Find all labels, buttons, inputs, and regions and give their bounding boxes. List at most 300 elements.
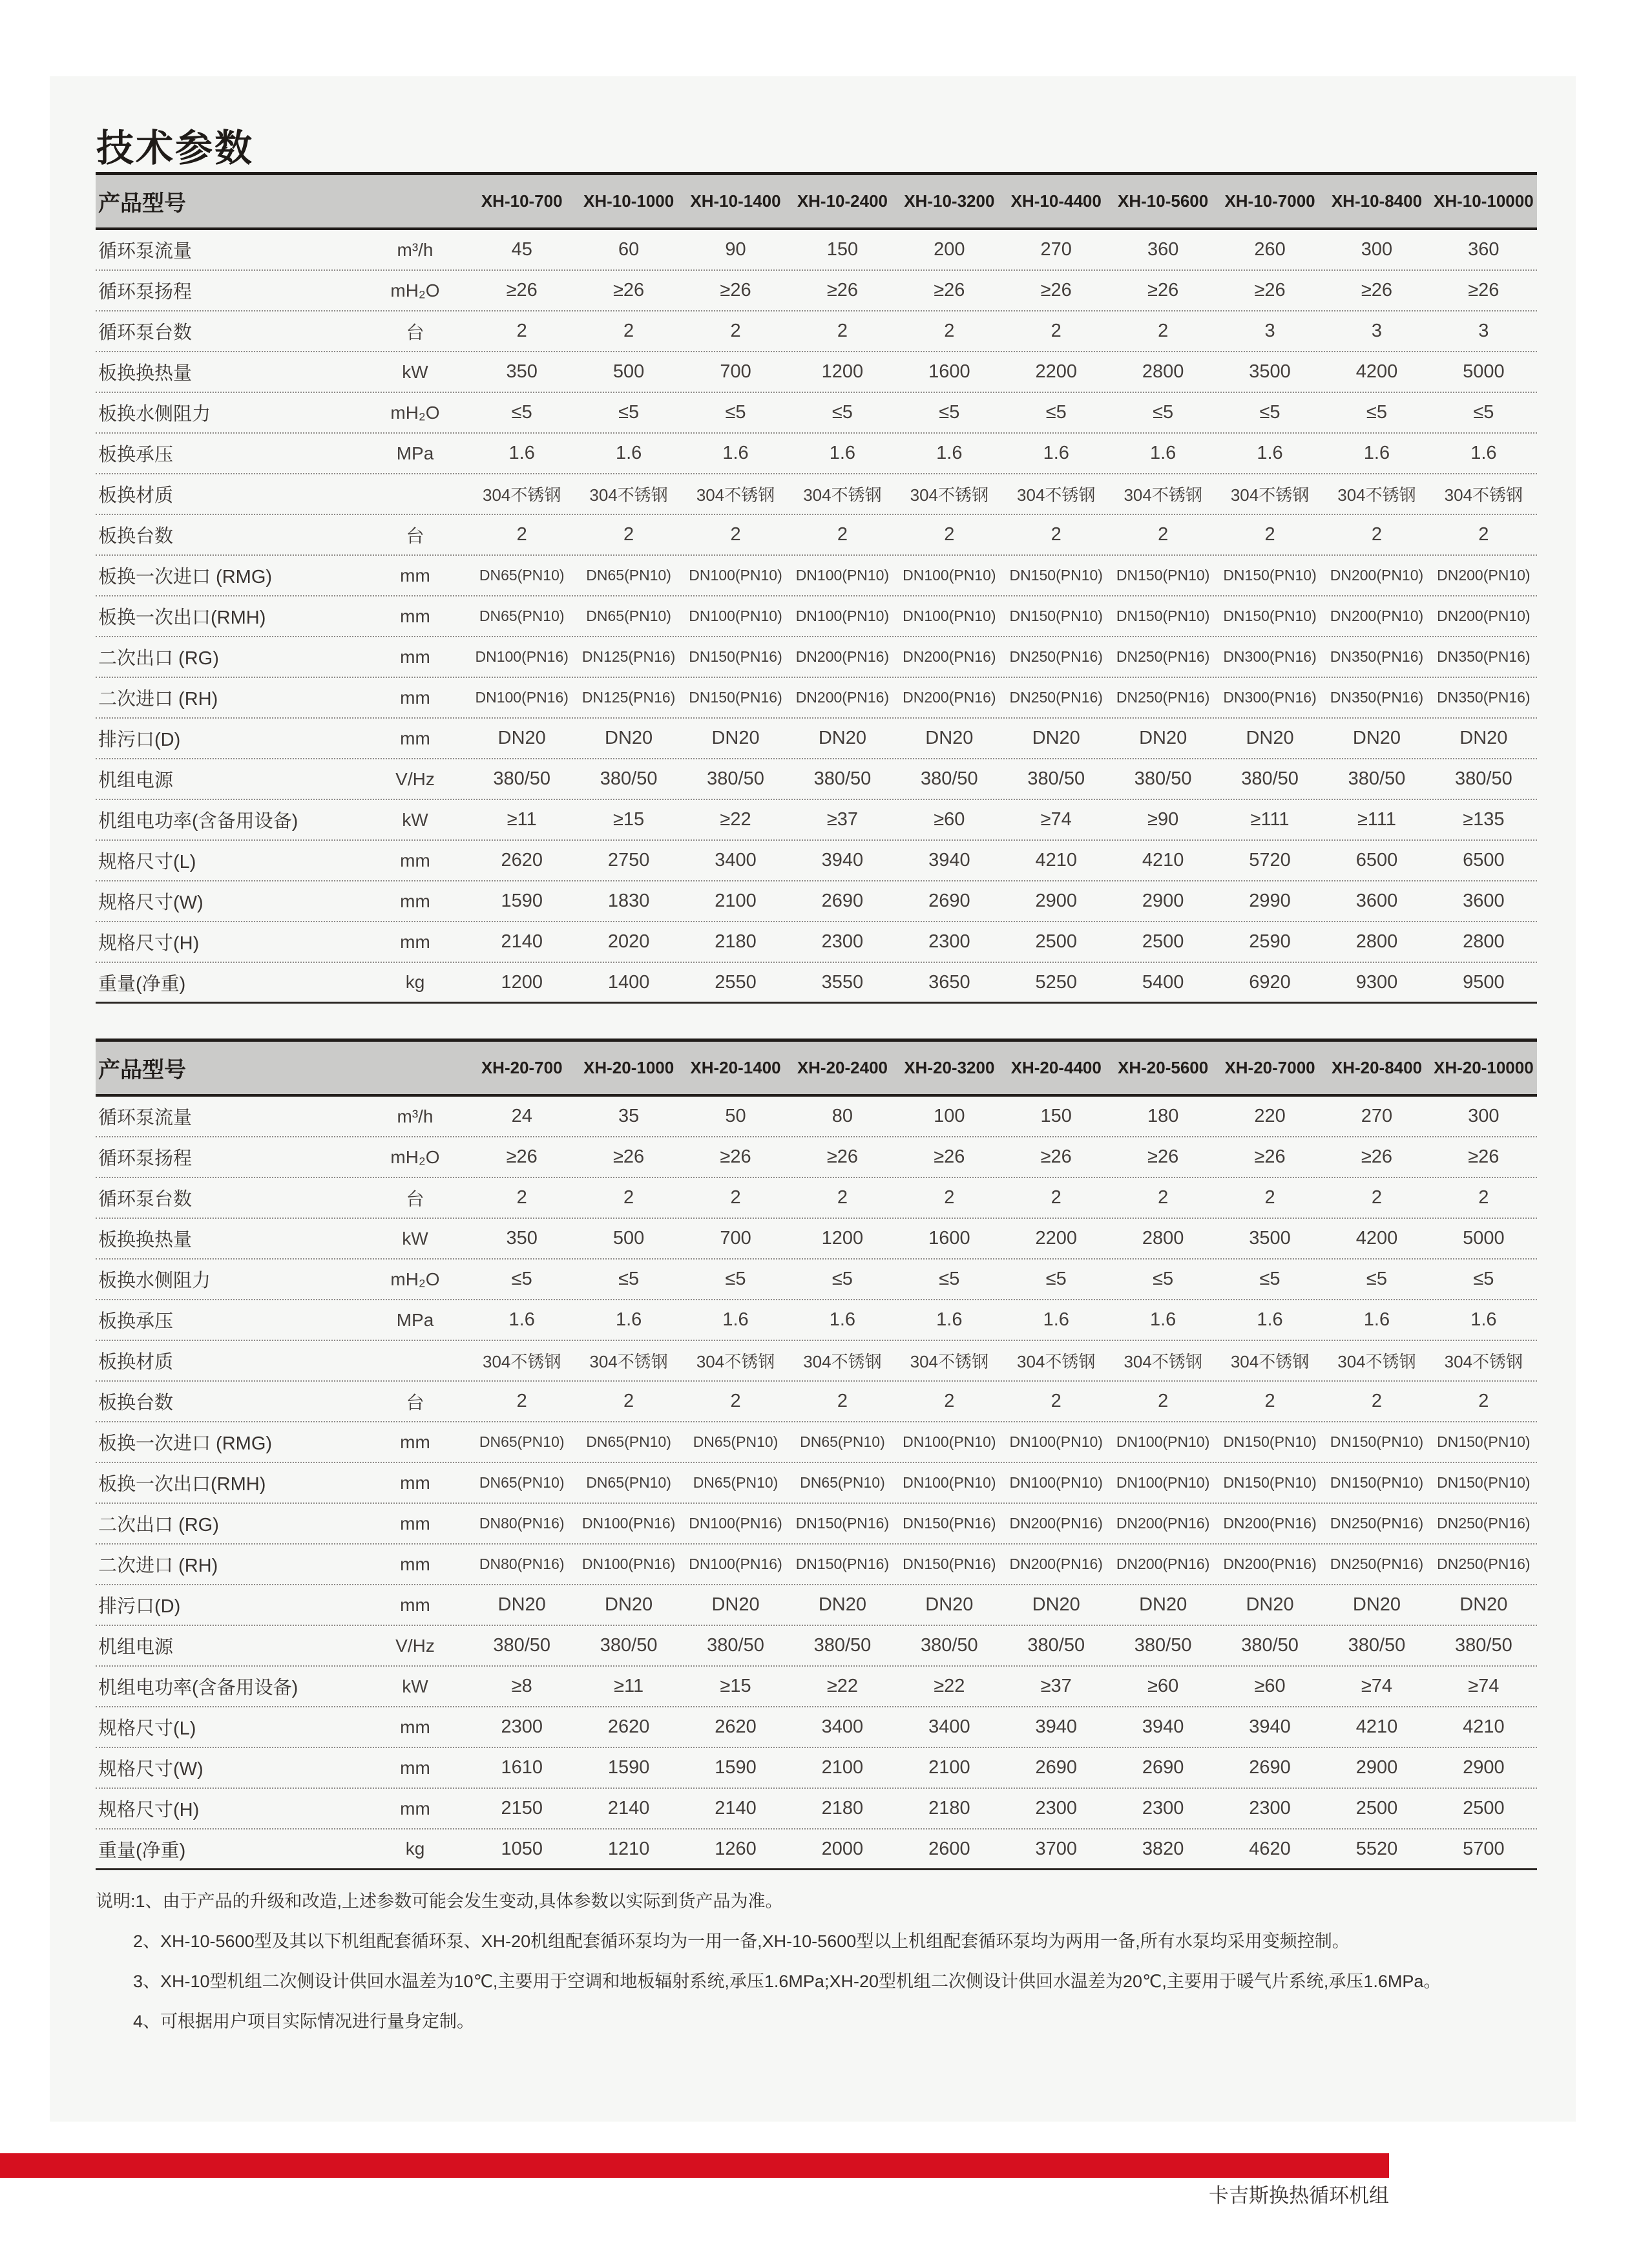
table1-body [96, 230, 1537, 1004]
row-unit: kW [402, 809, 428, 830]
row-unit: m³/h [397, 1106, 434, 1126]
cell-value: 2500 [1355, 1798, 1398, 1819]
column-header-model: XH-10-2400 [797, 191, 888, 211]
column-header-model: XH-10-3200 [904, 191, 995, 211]
cell-value: 2 [1051, 1187, 1061, 1208]
cell-value: 2500 [1142, 931, 1184, 952]
cell-value: ≥26 [506, 1146, 538, 1167]
row-label: 二次进口 (RH) [98, 1555, 218, 1576]
cell-value: ≥74 [1361, 1676, 1393, 1696]
row-unit: mH₂O [390, 402, 440, 423]
row-label: 规格尺寸(W) [98, 892, 204, 913]
cell-value: DN125(PN16) [581, 689, 676, 706]
row-label: 规格尺寸(L) [98, 1718, 196, 1739]
cell-value: 304不锈钢 [483, 1352, 561, 1371]
cell-value: 2690 [928, 891, 970, 911]
cell-value: ≤5 [1045, 402, 1067, 423]
cell-value: DN100(PN10) [1009, 1433, 1103, 1450]
cell-value: 1.6 [1257, 1309, 1283, 1330]
cell-value: ≥26 [613, 1146, 645, 1167]
cell-value: 1.6 [1043, 443, 1069, 463]
table-row [96, 1626, 1537, 1667]
cell-value: ≥22 [720, 809, 751, 830]
cell-value: 3400 [715, 850, 757, 870]
row-label: 二次出口 (RG) [98, 1515, 219, 1535]
table-row [96, 515, 1537, 556]
cell-value: 1.6 [1363, 443, 1390, 463]
table-row [96, 1137, 1537, 1178]
cell-value: ≤5 [1153, 402, 1174, 423]
table-row [96, 1463, 1537, 1504]
row-unit: mm [400, 1431, 430, 1452]
cell-value: 2900 [1142, 891, 1184, 911]
cell-value: DN125(PN16) [581, 648, 676, 665]
cell-value: DN65(PN10) [479, 1433, 565, 1450]
cell-value: ≥11 [614, 1676, 644, 1696]
cell-value: ≥26 [720, 1146, 751, 1167]
row-label: 二次出口 (RG) [98, 648, 219, 669]
cell-value: 2200 [1035, 1228, 1077, 1249]
row-label: 板换承压 [98, 445, 174, 465]
cell-value: 1610 [501, 1757, 543, 1778]
table-row [96, 1748, 1537, 1789]
cell-value: 2100 [821, 1757, 864, 1778]
cell-value: 3550 [821, 971, 864, 993]
row-label: 规格尺寸(L) [98, 852, 196, 872]
cell-value: DN150(PN16) [689, 689, 782, 706]
cell-value: ≥37 [826, 809, 859, 830]
cell-value: ≤5 [1259, 1269, 1281, 1289]
cell-value: DN20 [605, 728, 653, 748]
cell-value: ≥60 [1254, 1676, 1286, 1696]
cell-value: 1.6 [615, 443, 642, 463]
row-label: 排污口(D) [98, 1596, 181, 1617]
cell-value: ≤5 [939, 1269, 960, 1289]
cell-value: 2 [623, 1187, 634, 1208]
cell-value: 2 [730, 1187, 741, 1208]
cell-value: 5520 [1355, 1838, 1398, 1859]
cell-value: 1600 [928, 361, 970, 382]
cell-value: ≥74 [1468, 1676, 1500, 1696]
cell-value: 6500 [1355, 850, 1398, 870]
row-unit: 台 [406, 1392, 424, 1413]
row-unit: mm [400, 1757, 430, 1778]
table-row [96, 719, 1537, 759]
cell-value: DN250(PN16) [1330, 1515, 1424, 1532]
row-label: 板换一次出口(RMH) [98, 607, 266, 628]
cell-value: 1.6 [1470, 443, 1497, 463]
cell-value: ≤5 [1366, 1269, 1387, 1289]
row-unit: mm [400, 931, 430, 952]
content-panel [50, 76, 1576, 2122]
row-label: 循环泵流量 [98, 1108, 193, 1128]
cell-value: DN200(PN16) [1009, 1555, 1103, 1572]
footer-brand-text: 卡吉斯换热循环机组 [1209, 2184, 1389, 2207]
row-unit: kg [405, 972, 425, 992]
cell-value: 380/50 [813, 1635, 872, 1656]
spec-table-xh20 [96, 1039, 1537, 1870]
cell-value: 2900 [1035, 891, 1077, 911]
cell-value: 220 [1254, 1106, 1286, 1126]
row-label: 循环泵台数 [98, 322, 193, 343]
cell-value: 304不锈钢 [1444, 1352, 1523, 1371]
cell-value: 2 [944, 321, 955, 341]
cell-value: 35 [618, 1106, 640, 1126]
cell-value: ≥74 [1040, 809, 1072, 830]
cell-value: 2300 [821, 931, 864, 952]
table-row [96, 881, 1537, 922]
cell-value: DN20 [1032, 1594, 1080, 1615]
cell-value: DN20 [1246, 1594, 1294, 1615]
cell-value: 2 [837, 1187, 848, 1208]
row-unit: mH₂O [390, 280, 440, 301]
cell-value: 3 [1478, 321, 1489, 341]
cell-value: 304不锈钢 [1230, 1352, 1310, 1371]
row-label: 循环泵扬程 [98, 1148, 193, 1169]
table-row [96, 1219, 1537, 1260]
cell-value: 2 [516, 1187, 527, 1208]
cell-value: DN350(PN16) [1437, 689, 1531, 706]
table-row [96, 1667, 1537, 1707]
cell-value: 2 [1371, 1187, 1383, 1208]
cell-value: 4210 [1355, 1716, 1398, 1737]
cell-value: DN200(PN16) [1116, 1515, 1210, 1532]
cell-value: DN20 [818, 728, 866, 748]
table-row [96, 271, 1537, 311]
cell-value: DN150(PN10) [1330, 1433, 1424, 1450]
cell-value: DN350(PN16) [1437, 648, 1531, 665]
cell-value: 2140 [715, 1798, 757, 1819]
cell-value: DN250(PN16) [1437, 1515, 1531, 1532]
row-label: 机组电源 [98, 770, 174, 791]
cell-value: 4210 [1035, 850, 1077, 870]
cell-value: 3940 [928, 850, 970, 870]
cell-value: 1.6 [1149, 1309, 1176, 1330]
cell-value: ≥11 [507, 809, 537, 830]
table-row [96, 1504, 1537, 1545]
cell-value: ≥26 [826, 280, 859, 301]
cell-value: 80 [831, 1106, 853, 1126]
cell-value: 360 [1468, 239, 1500, 260]
cell-value: 2200 [1035, 361, 1077, 382]
row-unit: 台 [406, 525, 424, 546]
row-unit: V/Hz [395, 768, 435, 789]
table-row [96, 596, 1537, 637]
note-line [96, 1930, 1582, 1953]
cell-value: 2690 [1035, 1757, 1077, 1778]
cell-value: 380/50 [600, 1635, 658, 1656]
cell-value: DN20 [1139, 728, 1187, 748]
cell-value: 3500 [1249, 1228, 1291, 1249]
cell-value: 304不锈钢 [696, 1352, 775, 1371]
cell-value: 5400 [1142, 971, 1184, 993]
cell-value: 2 [837, 524, 848, 545]
cell-value: 2 [1051, 1391, 1061, 1411]
cell-value: 380/50 [1241, 768, 1299, 789]
cell-value: ≤5 [831, 402, 853, 423]
table-row [96, 1829, 1537, 1870]
cell-value: ≤5 [1473, 1269, 1494, 1289]
cell-value: DN100(PN10) [795, 567, 890, 584]
note-line [96, 1890, 1582, 1913]
row-unit: mm [400, 606, 430, 626]
row-unit: mH₂O [390, 1146, 440, 1167]
cell-value: ≤5 [618, 1269, 640, 1289]
table-row [96, 393, 1537, 434]
cell-value: DN65(PN10) [586, 607, 671, 624]
cell-value: ≥26 [1254, 1146, 1286, 1167]
column-header-model: XH-20-1000 [583, 1058, 674, 1077]
cell-value: 2600 [928, 1838, 970, 1859]
cell-value: 1.6 [1470, 1309, 1497, 1330]
cell-value: DN250(PN16) [1437, 1555, 1531, 1572]
cell-value: DN100(PN16) [689, 1515, 782, 1532]
cell-value: DN300(PN16) [1223, 689, 1317, 706]
cell-value: 2 [944, 524, 955, 545]
cell-value: DN20 [1246, 728, 1294, 748]
cell-value: 9300 [1355, 971, 1398, 993]
cell-value: DN200(PN10) [1330, 567, 1424, 584]
cell-value: 3400 [928, 1716, 970, 1737]
column-header-model: XH-20-8400 [1331, 1058, 1423, 1077]
cell-value: 3600 [1355, 891, 1398, 911]
cell-value: 3 [1371, 321, 1383, 341]
cell-value: 2 [837, 321, 848, 341]
cell-value: 2690 [821, 891, 864, 911]
row-label: 重量(净重) [98, 973, 186, 995]
cell-value: 270 [1040, 239, 1072, 260]
cell-value: DN65(PN10) [479, 567, 565, 584]
column-header-model: XH-10-700 [481, 191, 563, 211]
row-unit: mm [400, 1472, 430, 1493]
cell-value: 2800 [1142, 361, 1184, 382]
cell-value: DN20 [497, 1594, 546, 1615]
cell-value: 304不锈钢 [1124, 1352, 1202, 1371]
row-label: 重量(净重) [98, 1840, 186, 1861]
cell-value: 1200 [821, 1228, 864, 1249]
row-label: 板换承压 [98, 1311, 174, 1332]
cell-value: DN150(PN16) [689, 648, 782, 665]
cell-value: 2300 [501, 1716, 543, 1737]
row-label: 循环泵流量 [98, 241, 193, 262]
cell-value: 2 [1478, 1391, 1489, 1411]
cell-value: DN200(PN16) [795, 689, 890, 706]
cell-value: ≥26 [1468, 1146, 1500, 1167]
cell-value: 2020 [607, 931, 650, 952]
cell-value: DN100(PN10) [1116, 1474, 1210, 1491]
cell-value: DN200(PN16) [795, 648, 890, 665]
row-unit: kW [402, 1228, 428, 1249]
cell-value: 380/50 [920, 1635, 978, 1656]
cell-value: ≤5 [1366, 402, 1387, 423]
column-header-model: XH-20-3200 [904, 1058, 995, 1077]
cell-value: 2 [516, 1391, 527, 1411]
cell-value: 2 [623, 524, 634, 545]
cell-value: 1600 [928, 1228, 970, 1249]
row-unit: MPa [396, 443, 434, 463]
cell-value: ≥26 [1361, 280, 1393, 301]
cell-value: 380/50 [707, 1635, 764, 1656]
cell-value: 2 [623, 321, 634, 341]
table-row [96, 1545, 1537, 1585]
cell-value: 1.6 [722, 1309, 749, 1330]
cell-value: 2550 [715, 971, 757, 993]
table-row [96, 1260, 1537, 1300]
cell-value: DN80(PN16) [479, 1515, 565, 1532]
cell-value: 2 [1158, 321, 1169, 341]
table-row [96, 1097, 1537, 1137]
column-header-model: XH-20-7000 [1224, 1058, 1315, 1077]
cell-value: 2690 [1142, 1757, 1184, 1778]
cell-value: DN100(PN10) [795, 607, 890, 624]
column-header-model: XH-20-2400 [797, 1058, 888, 1077]
table-row [96, 1585, 1537, 1626]
cell-value: 380/50 [813, 768, 872, 789]
cell-value: DN250(PN16) [1330, 1555, 1424, 1572]
cell-value: 2 [1371, 524, 1383, 545]
cell-value: 2000 [821, 1838, 864, 1859]
column-header-model: XH-10-5600 [1118, 191, 1209, 211]
table-row [96, 963, 1537, 1004]
column-header-model: XH-10-10000 [1434, 191, 1534, 211]
row-unit: 台 [406, 1188, 424, 1209]
cell-value: DN150(PN10) [1223, 567, 1317, 584]
cell-value: ≥26 [1147, 280, 1179, 301]
cell-value: 2 [944, 1187, 955, 1208]
row-unit: mm [400, 850, 430, 870]
cell-value: ≥26 [934, 1146, 965, 1167]
row-label: 排污口(D) [98, 730, 181, 750]
cell-value: DN20 [1139, 1594, 1187, 1615]
cell-value: 6920 [1249, 971, 1291, 993]
cell-value: 200 [934, 239, 965, 260]
cell-value: DN20 [1352, 1594, 1401, 1615]
cell-value: DN20 [1352, 728, 1401, 748]
row-label: 板换一次出口(RMH) [98, 1474, 266, 1495]
cell-value: 50 [725, 1106, 746, 1126]
cell-value: 500 [612, 1228, 645, 1249]
cell-value: 1.6 [936, 1309, 963, 1330]
cell-value: 5700 [1463, 1838, 1505, 1859]
cell-value: 380/50 [1134, 768, 1192, 789]
cell-value: 2 [516, 524, 527, 545]
cell-value: 380/50 [1348, 768, 1406, 789]
row-label: 规格尺寸(H) [98, 933, 200, 954]
note-text: 1、由于产品的升级和改造,上述参数可能会发生变动,具体参数以实际到货产品为准。 [135, 1892, 783, 1911]
table-row [96, 230, 1537, 271]
cell-value: 2300 [1249, 1798, 1291, 1819]
cell-value: 5000 [1463, 361, 1505, 382]
cell-value: 2500 [1035, 931, 1077, 952]
row-label: 机组电功率(含备用设备) [98, 811, 298, 832]
cell-value: 2150 [501, 1798, 543, 1819]
column-header-model: XH-20-4400 [1010, 1058, 1102, 1077]
cell-value: ≥26 [506, 280, 538, 301]
cell-value: DN250(PN16) [1009, 648, 1103, 665]
cell-value: DN100(PN10) [689, 607, 782, 624]
cell-value: DN200(PN10) [1330, 607, 1424, 624]
row-unit: mm [400, 565, 430, 585]
cell-value: DN150(PN10) [1116, 607, 1210, 624]
notes-section [96, 1890, 1582, 2050]
cell-value: DN200(PN10) [1437, 607, 1531, 624]
cell-value: 2300 [928, 931, 970, 952]
cell-value: 2 [1051, 321, 1061, 341]
cell-value: ≥22 [934, 1676, 965, 1696]
row-unit: MPa [396, 1309, 434, 1330]
cell-value: 2620 [607, 1716, 650, 1737]
cell-value: DN250(PN16) [1116, 689, 1210, 706]
cell-value: 2180 [821, 1798, 864, 1819]
cell-value: 350 [506, 1228, 538, 1249]
row-unit: mm [400, 1594, 430, 1615]
cell-value: DN65(PN10) [693, 1433, 779, 1450]
row-label: 机组电源 [98, 1637, 174, 1658]
cell-value: 2990 [1249, 891, 1291, 911]
table-row [96, 434, 1537, 474]
note-text: 2、XH-10-5600型及其以下机组配套循环泵、XH-20机组配套循环泵均为一用一备,XH-10-5600型以上机组配套循环泵均为两用一备,所有水泵均采用变频控制。 [133, 1932, 1350, 1951]
cell-value: ≤5 [1153, 1269, 1174, 1289]
cell-value: 2 [730, 321, 741, 341]
cell-value: 1.6 [1043, 1309, 1069, 1330]
table-row [96, 678, 1537, 719]
cell-value: 2180 [928, 1798, 970, 1819]
cell-value: ≤5 [939, 402, 960, 423]
row-unit: mm [400, 646, 430, 667]
cell-value: 380/50 [1455, 768, 1512, 789]
cell-value: 304不锈钢 [696, 485, 775, 505]
cell-value: ≥111 [1250, 809, 1290, 830]
cell-value: 2 [1264, 524, 1275, 545]
cell-value: 380/50 [1027, 768, 1085, 789]
cell-value: 304不锈钢 [1337, 1352, 1416, 1371]
cell-value: ≥22 [826, 1676, 859, 1696]
cell-value: 1.6 [615, 1309, 642, 1330]
cell-value: 260 [1254, 239, 1286, 260]
table-row [96, 352, 1537, 393]
cell-value: 1200 [821, 361, 864, 382]
cell-value: DN20 [711, 1594, 760, 1615]
cell-value: DN100(PN10) [689, 567, 782, 584]
cell-value: DN100(PN10) [903, 567, 996, 584]
cell-value: DN20 [925, 728, 974, 748]
cell-value: ≥37 [1040, 1676, 1072, 1696]
cell-value: 2800 [1463, 931, 1505, 952]
cell-value: DN200(PN16) [1223, 1515, 1317, 1532]
cell-value: DN65(PN10) [586, 1474, 671, 1491]
cell-value: 2 [1264, 1391, 1275, 1411]
cell-value: DN200(PN16) [1009, 1515, 1103, 1532]
cell-value: DN20 [925, 1594, 974, 1615]
cell-value: 304不锈钢 [589, 485, 668, 505]
row-label: 板换材质 [98, 1352, 174, 1373]
cell-value: 2800 [1355, 931, 1398, 952]
cell-value: 2 [730, 524, 741, 545]
row-unit: mH₂O [390, 1269, 440, 1289]
cell-value: 300 [1468, 1106, 1500, 1126]
page-title: 技术参数 [96, 127, 255, 169]
cell-value: 3820 [1142, 1838, 1184, 1859]
cell-value: ≥15 [720, 1676, 751, 1696]
cell-value: DN100(PN10) [1009, 1474, 1103, 1491]
cell-value: 2140 [607, 1798, 650, 1819]
cell-value: 304不锈钢 [910, 1352, 989, 1371]
row-label: 板换水侧阻力 [98, 404, 211, 425]
cell-value: 180 [1147, 1106, 1179, 1126]
cell-value: 1200 [501, 971, 543, 993]
cell-value: DN65(PN10) [800, 1474, 885, 1491]
cell-value: 304不锈钢 [1017, 485, 1096, 505]
